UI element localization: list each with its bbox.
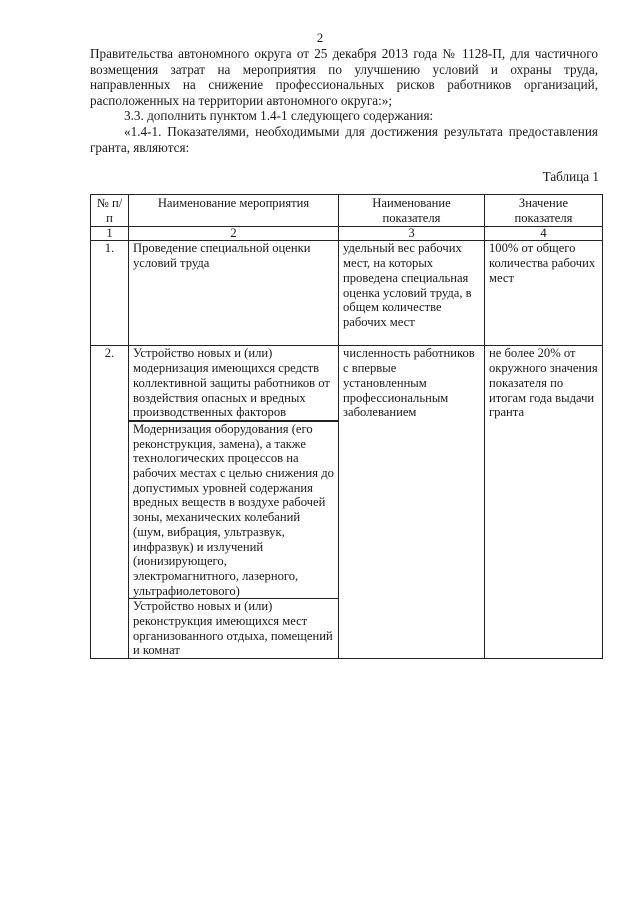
page-number: 2 <box>316 30 324 45</box>
indicators-table <box>90 194 603 659</box>
table-index-row <box>91 227 603 241</box>
indicator-cell: численность работников с впервые установленным профессиональным заболеванием <box>339 346 485 659</box>
value-cell: не более 20% от окружного значения показателя по итогам года выдачи гранта <box>485 346 603 659</box>
event-cell-group <box>129 346 339 659</box>
paragraph-amendment: 3.3. дополнить пунктом 1.4-1 следующего содержания: <box>124 108 434 123</box>
paragraph-intro: Правительства автономного округа от 25 декабря 2013 года № 1128-П, для частичного возмещения затрат на мероприятия по улучшению условий и охраны труда, направленных на снижение профессиональных рисков работников организаций, расположенных на территории автономного округа:»; <box>90 46 598 108</box>
header-value: Значение показателя <box>485 195 603 227</box>
index-cell: 4 <box>485 227 603 241</box>
header-indicator: Наименование показателя <box>339 195 485 227</box>
event-subitem: Устройство новых и (или) модернизация имеющихся средств коллективной защиты работников от воздействия опасных и вредных производственных факторов <box>129 346 338 421</box>
table-row <box>91 346 603 659</box>
row-number: 2. <box>91 346 129 659</box>
header-num: № п/п <box>91 195 129 227</box>
table-row <box>91 241 603 346</box>
index-cell: 2 <box>129 227 339 241</box>
header-event: Наименование мероприятия <box>129 195 339 227</box>
index-cell: 3 <box>339 227 485 241</box>
row-number: 1. <box>91 241 129 346</box>
table-header-row <box>91 195 603 227</box>
event-subitem: Устройство новых и (или) реконструкция имеющихся мест организованного отдыха, помещений и комнат <box>129 598 338 658</box>
value-cell: 100% от общего количества рабочих мест <box>485 241 603 346</box>
paragraph-indicators: «1.4-1. Показателями, необходимыми для достижения результата предоставления гранта, являются: <box>90 124 598 155</box>
index-cell: 1 <box>91 227 129 241</box>
event-subitem: Модернизация оборудования (его реконструкция, замена), а также технологических процессов на рабочих местах с целью снижения до допустимых уровней содержания вредных веществ в воздухе рабочей зоны, механических колебаний (шум, вибрация, ультразвук, инфразвук) и излучений (ионизирующего, электромагнитного, лазерного, ультрафиолетового) <box>129 421 338 598</box>
indicator-cell: удельный вес рабочих мест, на которых проведена специальная оценка условий труда, в общем количестве рабочих мест <box>339 241 485 346</box>
table-caption: Таблица 1 <box>542 169 599 184</box>
event-cell: Проведение специальной оценки условий труда <box>129 241 339 346</box>
